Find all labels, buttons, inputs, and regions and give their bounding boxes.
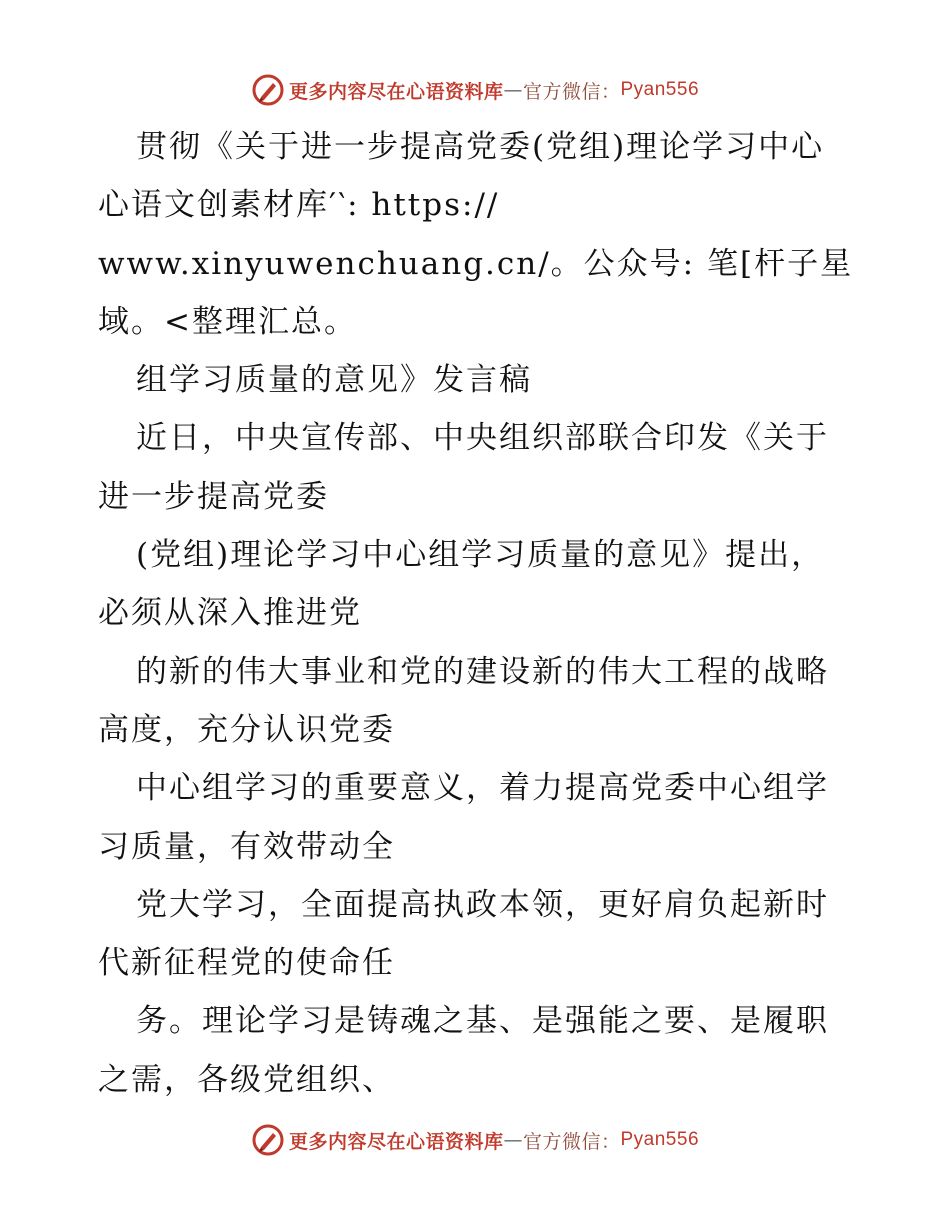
header-banner xyxy=(0,70,950,110)
banner-wechat-label: 官方微信： xyxy=(522,80,621,103)
pen-logo-icon xyxy=(251,73,285,107)
body-line: 高度，充分认识党委 xyxy=(98,711,395,748)
pen-logo-icon xyxy=(251,1123,285,1157)
body-line: 习质量，有效带动全 xyxy=(98,828,395,865)
banner-separator: — xyxy=(503,1129,523,1151)
banner-brand: 更多内容尽在心语资料库 xyxy=(288,1130,504,1153)
body-line: 代新征程党的使命任 xyxy=(98,945,395,982)
body-line: 中心组学习的重要意义，着力提高党委中心组学 xyxy=(136,770,829,807)
banner-wechat-label: 官方微信： xyxy=(522,1130,621,1153)
banner-account: Pyan556 xyxy=(620,79,700,100)
body-line: 必须从深入推进党 xyxy=(98,595,362,632)
banner-separator: — xyxy=(503,79,523,101)
body-line: www.xinyuwenchuang.cn/。公众号: 笔[杆子星 xyxy=(98,245,854,282)
footer-banner xyxy=(0,1120,950,1160)
body-line: 之需，各级党组织、 xyxy=(98,1061,395,1098)
body-line: 务。理论学习是铸魂之基、是强能之要、是履职 xyxy=(136,1003,829,1040)
document-body xyxy=(98,118,858,1109)
body-line: 进一步提高党委 xyxy=(98,478,329,515)
banner-brand: 更多内容尽在心语资料库 xyxy=(288,80,504,103)
body-line: 心语文创素材库′‵: https:// xyxy=(98,187,500,224)
body-line: 近日，中央宣传部、中央组织部联合印发《关于 xyxy=(136,420,829,457)
body-line: 党大学习，全面提高执政本领，更好肩负起新时 xyxy=(136,886,829,923)
body-line: 域。<整理汇总。 xyxy=(98,303,357,340)
body-line: 组学习质量的意见》发言稿 xyxy=(136,362,532,399)
body-line: 的新的伟大事业和党的建设新的伟大工程的战略 xyxy=(136,653,829,690)
banner-account: Pyan556 xyxy=(620,1129,700,1150)
body-line: 贯彻《关于进一步提高党委(党组)理论学习中心 xyxy=(136,129,825,165)
body-line: (党组)理论学习中心组学习质量的意见》提出， xyxy=(136,537,825,574)
